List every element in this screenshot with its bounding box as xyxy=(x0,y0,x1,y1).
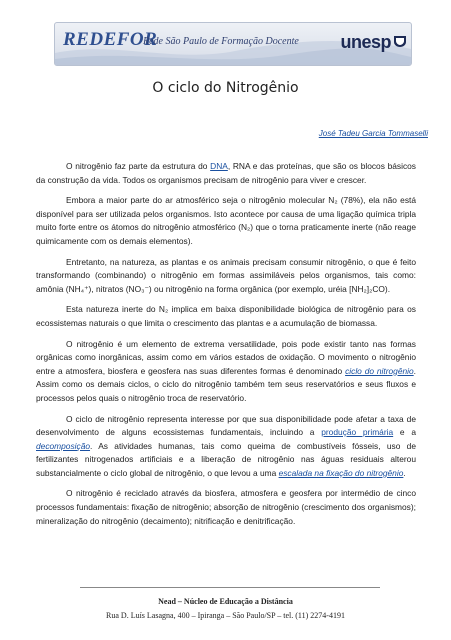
paragraph-6 xyxy=(36,413,416,481)
paragraph-2: Embora a maior parte do ar atmosférico seja o nitrogênio molecular N₂ (78%), ela não está disponível para ser utilizada pelos organismos. Isto acontece por causa de uma ligação química tripla muito forte entre os átomos do nitrogênio atmosférico (N₂) que o torna praticamente inerte (não reage quimicamente com os demais elementos). xyxy=(36,195,416,246)
dna-link[interactable]: DNA xyxy=(210,161,228,171)
page-title: O ciclo do Nitrogênio xyxy=(152,80,299,96)
author-link[interactable]: José Tadeu Garcia Tommaselli xyxy=(318,129,428,138)
text-span: . xyxy=(403,467,406,478)
text-span: . Assim como os demais ciclos, o ciclo do nitrogênio também tem seus reservatórios e seus fluxos e processos pelos quais o nitrogênio troca de reservatório. xyxy=(36,365,416,403)
text-span: O nitrogênio é um elemento de extrema versatilidade, pois pode existir tanto nas formas orgânicas como inorgânicas, assim como em vários estados de oxidação. O movimento o nitrogênio entre a atmosfera, biosfera e geosfera nas suas diferentes formas é denominado xyxy=(36,338,416,376)
paragraph-7: O nitrogênio é reciclado através da biosfera, atmosfera e geosfera por intermédio de cinco processos fundamentais: fixação de nitrogênio; absorção de nitrogênio (crescimento dos organismos); mineralização do nitrogênio (decaimento); nitrificação e denitrificação. xyxy=(36,488,416,526)
footer-address: Rua D. Luís Lasagna, 400 – Ipiranga – São Paulo/SP – tel. (11) 2274-4191 xyxy=(106,611,345,620)
text-span: O nitrogênio faz parte da estrutura do xyxy=(66,161,211,171)
paragraph-4: Esta natureza inerte do N₂ implica em baixa disponibilidade biológica de nitrogênio para os ecossistemas naturais o que limita o crescimento das plantas e a acumulação de biomassa. xyxy=(36,304,416,328)
paragraph-5 xyxy=(36,338,416,406)
paragraph-1 xyxy=(36,160,416,187)
article-body xyxy=(36,160,416,528)
nitrogen-cycle-link[interactable]: ciclo do nitrogênio xyxy=(345,365,414,376)
header-banner xyxy=(54,22,412,66)
paragraph-3: Entretanto, na natureza, as plantas e os animais precisam consumir nitrogênio, o que é feito transformando (combinando) o nitrogênio em formas assimiláveis pelos organismos, tais como: amônia (NH₄⁺), nitratos (NO₃⁻) ou nitrogênio na forma orgânica (por exemplo, uréia [NH₂]₂CO). xyxy=(36,256,416,294)
decomposition-link[interactable]: decomposição xyxy=(36,440,91,451)
nitrogen-fixation-link[interactable]: escalada na fixação do nitrogênio xyxy=(278,467,404,478)
text-span: , RNA e das proteínas, que são os blocos básicos da construção da vida. Todos os organismos precisam de nitrogênio para viver e crescer. xyxy=(36,161,416,185)
redefor-subtitle: Rede São Paulo de Formação Docente xyxy=(143,36,299,47)
unesp-emblem-icon xyxy=(393,34,407,48)
text-span: e a xyxy=(393,427,416,438)
unesp-logo: unesp xyxy=(340,32,391,52)
text-span: . As atividades humanas, tais como queima de combustíveis fósseis, uso de fertilizantes nitrogenados artificiais e a liberação de nitrogênio nas águas residuais alterou substancialmente o ciclo global de nitrogênio, o que levou a uma xyxy=(36,440,416,478)
footer-institution: Nead – Núcleo de Educação a Distância xyxy=(158,597,293,606)
footer-divider xyxy=(80,587,380,588)
primary-production-link[interactable]: produção primária xyxy=(321,427,394,438)
text-span: O ciclo de nitrogênio representa interesse por que sua disponibilidade pode afetar a taxa de desenvolvimento de alguns ecossistemas fundamentais, incluindo a xyxy=(36,413,416,438)
redefor-logo: REDEFOR xyxy=(63,29,158,50)
